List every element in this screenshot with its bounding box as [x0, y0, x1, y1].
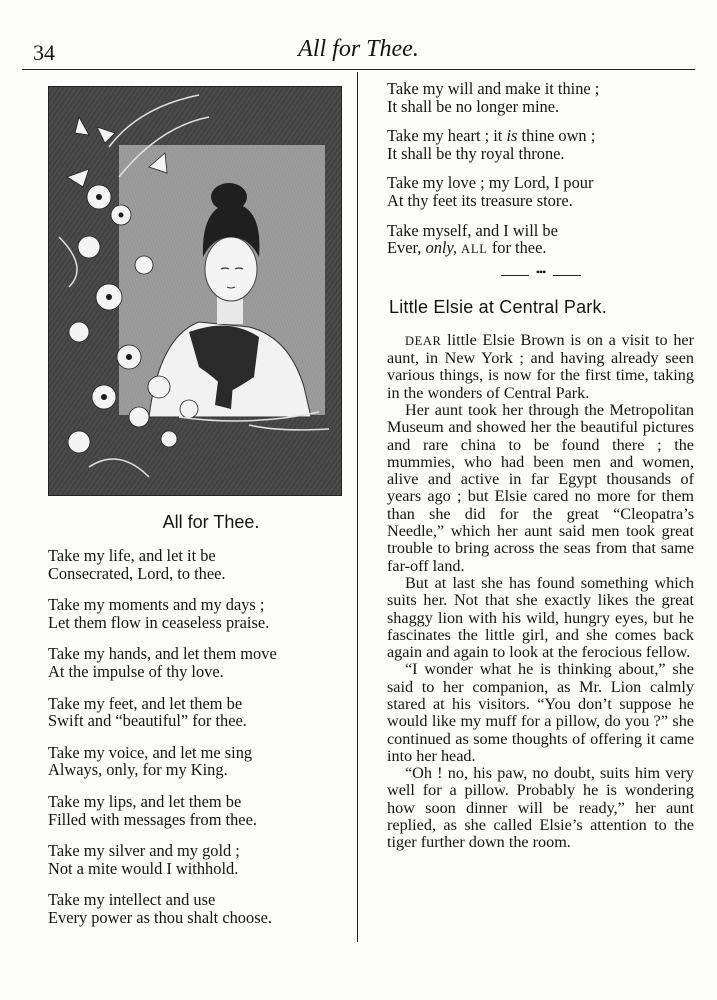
poem-line: Take my moments and my days ; — [48, 595, 265, 615]
poem-text: thine own ; — [521, 126, 596, 146]
poem-line: Not a mite would I withhold. — [48, 858, 239, 878]
page-number: 34 — [33, 40, 55, 65]
right-column — [387, 80, 694, 852]
poem-line: Take my silver and my gold ; — [48, 841, 240, 861]
poem-line: Every power as thou shalt choose. — [48, 907, 272, 927]
poem-line: It shall be no longer mine. — [387, 96, 560, 116]
poem-line: Filled with messages from thee. — [48, 809, 257, 829]
poem-stanza — [387, 222, 694, 259]
story-text: little Elsie Brown is on a visit to her aunt, in New York ; and having already seen various things, is now for the first time, taking in the wonders of Central Park. — [387, 330, 694, 402]
running-head: All for Thee. — [298, 36, 419, 62]
section-ornament: ••• — [501, 271, 581, 279]
poem-stanza — [48, 842, 338, 877]
story-paragraph: Her aunt took her through the Metropolitan Museum and showed her the beautiful pictures and rare china to be found there ; the mummies, who had been men and women, alive and active in far Egypt thousands of years ago ; but Elsie cared no more for them than she did for the great “Cleopatra’s Needle,” which her aunt said men took great trouble to bring across the seas from that same far-off land. — [387, 400, 694, 575]
poem-stanza — [387, 174, 694, 209]
story-body — [387, 332, 694, 852]
poem-line: It shall be thy royal throne. — [387, 143, 565, 163]
poem-line: Take my hands, and let them move — [48, 644, 277, 664]
story-title: Little Elsie at Central Park. — [389, 296, 607, 317]
poem-line: At thy feet its treasure store. — [387, 190, 573, 210]
story-paragraph — [387, 332, 694, 402]
poem-emphasis: only, — [425, 238, 457, 258]
poem-line: Consecrated, Lord, to thee. — [48, 563, 226, 583]
poem-line: Let them flow in ceaseless praise. — [48, 612, 270, 632]
poem-title: All for Thee. — [162, 512, 260, 532]
poem-line: Take my voice, and let me sing — [48, 742, 253, 762]
poem-stanza — [387, 127, 694, 162]
story-paragraph: But at last she has found something which suits her. Not that she exactly likes the great shaggy lion with his wild, hungry eyes, but he fascinates the little girl, and she comes back again and again to look at the ferocious fellow. — [387, 573, 694, 662]
poem-line: Take my lips, and let them be — [48, 791, 242, 811]
poem-line: Take my will and make it thine ; — [387, 79, 600, 98]
column-divider — [357, 72, 358, 942]
poem-line: Take my life, and let it be — [48, 546, 216, 565]
left-column — [48, 512, 338, 941]
poem-line: Take my intellect and use — [48, 890, 216, 910]
poem-stanza — [48, 596, 338, 631]
poem-line — [387, 239, 694, 259]
poem-stanza — [48, 695, 338, 730]
header-rule — [22, 69, 695, 70]
poem-stanza — [48, 891, 338, 926]
poem-stanza — [387, 80, 694, 115]
poem-stanza — [48, 744, 338, 779]
poem-line — [387, 127, 694, 145]
poem-line: Take my feet, and let them be — [48, 693, 243, 713]
poem-text: Ever, — [387, 238, 422, 258]
poem-emphasis: is — [506, 126, 518, 146]
poem-line: Always, only, for my King. — [48, 760, 228, 780]
poem-line: Take myself, and I will be — [387, 220, 558, 240]
poem-stanza — [48, 547, 338, 582]
story-paragraph: “Oh ! no, his paw, no doubt, suits him very well for a pillow. Probably he is wondering how soon dinner will be ready,” her aunt replied, as she called Elsie’s attention to the tiger further down the room. — [387, 764, 694, 852]
poem-line: Take my love ; my Lord, I pour — [387, 173, 594, 193]
poem-line: Swift and “beautiful” for thee. — [48, 711, 247, 731]
engraving-illustration — [48, 86, 342, 496]
story-paragraph: “I wonder what he is thinking about,” she said to her companion, as Mr. Lion calmly stared at his visitors. “You don’t suppose he would like my muff for a pillow, do you ?” she continued as some thoughts of offering it came into her head. — [387, 660, 694, 765]
poem-stanza — [48, 645, 338, 680]
poem-stanza — [48, 793, 338, 828]
poem-text: Take my heart ; it — [387, 126, 503, 146]
story-opening-word: DEAR — [405, 333, 442, 348]
woman-with-flowers-engraving — [49, 87, 341, 495]
poem-line: At the impulse of thy love. — [48, 661, 224, 681]
poem-smallcaps: ALL — [461, 242, 488, 257]
poem-text: for thee. — [491, 238, 547, 258]
